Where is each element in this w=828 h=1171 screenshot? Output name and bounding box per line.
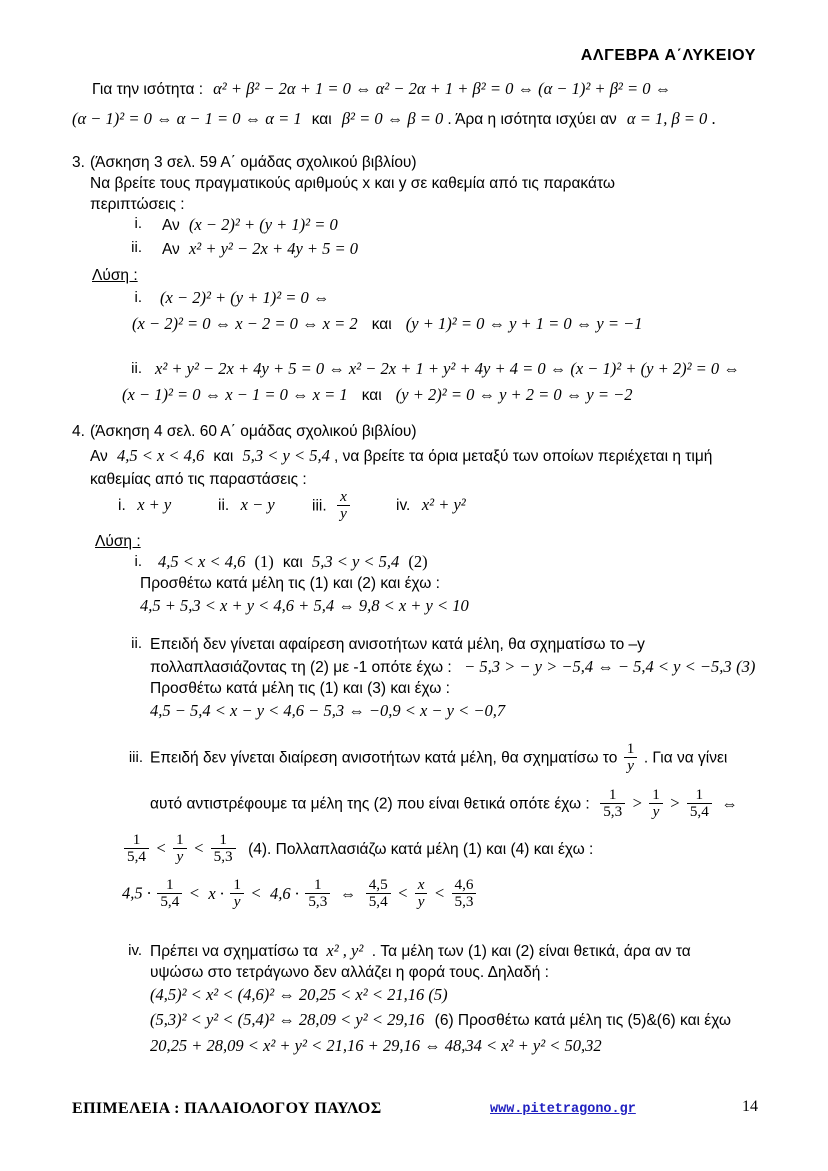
exercise-4-sol-iii-frac-1-den: y — [624, 757, 638, 774]
exercise-4-sol-i-math-b: 5,3 < y < 5,4 — [311, 552, 400, 571]
exercise-4-expr-marker-iii: iii. — [312, 497, 327, 515]
exercise-4-expr-marker-iv: iv. — [396, 497, 411, 514]
exercise-4-sol-iii-l3-frac-2-num: 1 — [176, 831, 184, 848]
exercise-4-sol-ii-line-1: Επειδή δεν γίνεται αφαίρεση ανισοτήτων κατά μέλη, θα σχηματίσω το –y — [150, 636, 645, 653]
exercise-4-sol-iii-frac-3-den: y — [649, 803, 663, 820]
exercise-4-sol-iv-math-1: x² , y² — [326, 941, 364, 960]
exercise-4-sol-iii-text-a: Επειδή δεν γίνεται διαίρεση ανισοτήτων κατά μέλη, θα σχηματίσω το — [150, 749, 618, 767]
exercise-4-sol-iv-line-1 — [150, 940, 691, 962]
exercise-4-expr-math-i: x + y — [137, 495, 172, 514]
exercise-3-item-i-prefix: Αν — [162, 217, 180, 234]
exercise-4-expr-marker-i: i. — [118, 497, 126, 514]
exercise-4-expr-frac-iii-num: x — [340, 488, 347, 505]
footer-author: ΕΠΙΜΕΛΕΙΑ : ΠΑΛΑΙΟΛΟΓΟΥ ΠΑΥΛΟΣ — [72, 1100, 382, 1117]
exercise-4-title: (Άσκηση 4 σελ. 60 Α΄ ομάδας σχολικού βιβλίου) — [90, 423, 417, 440]
exercise-4-expr-frac-iii — [337, 489, 350, 522]
exercise-4-sol-iv-text-c: (6) Προσθέτω κατά μέλη τις (5)&(6) και έχω — [434, 1012, 732, 1029]
exercise-4-sol-iii-l3-frac-2 — [173, 832, 187, 865]
exercise-4-sol-iii-frac-3 — [649, 787, 663, 820]
exercise-4-sol-iii-l3-frac-1 — [124, 832, 149, 865]
page-number: 14 — [742, 1098, 758, 1115]
exercise-4-statement-kai: και — [213, 448, 234, 465]
exercise-3-item-i-math: (x − 2)² + (y + 1)² = 0 — [188, 215, 338, 234]
exercise-4-sol-iii-l4-p2: x · — [208, 883, 224, 903]
exercise-4-sol-iii-line-3 — [122, 833, 593, 866]
exercise-4-sol-iii-line-4 — [122, 878, 478, 911]
exercise-4-sol-iii-op-1: > — [631, 793, 643, 813]
exercise-4-sol-iv-math-2: (5,3)² < y² < (5,4)² ⇔ 28,09 < y² < 29,16 — [150, 1010, 425, 1029]
exercise-4-sol-marker-iii: iii. — [128, 749, 143, 766]
exercise-4-sol-iii-l3-frac-1-den: 5,4 — [124, 848, 149, 865]
exercise-4-sol-ii-math: − 5,3 > − y > −5,4 ⇔ − 5,4 < y < −5,3 — [464, 657, 732, 676]
exercise-4-sol-iii-line-1 — [150, 742, 727, 775]
exercise-4-statement-rest: , να βρείτε τα όρια μεταξύ των οποίων περιέχεται η τιμή — [333, 448, 713, 465]
exercise-4-sol-marker-i: i. — [134, 553, 142, 570]
exercise-4-sol-iii-frac-3-num: 1 — [652, 786, 660, 803]
exercise-4-sol-iii-text-b: . Για να γίνει — [643, 749, 728, 767]
exercise-3-sol-i-kai: και — [371, 316, 392, 333]
exercise-4-sol-iii-l3-frac-3-num: 1 — [219, 831, 227, 848]
top-continuation-label: Για την ισότητα : — [92, 81, 204, 98]
top-continuation-kai-1: και — [311, 111, 332, 128]
exercise-4-sol-iii-l4-frac-1-den: 5,4 — [157, 893, 182, 910]
exercise-4-expression-i — [118, 494, 171, 516]
exercise-4-sol-iii-l3-frac-3 — [211, 832, 236, 865]
exercise-4-sol-iv-line-4 — [150, 1009, 731, 1031]
exercise-3-item-ii-prefix: Αν — [162, 241, 180, 258]
exercise-4-sol-iii-l3-op-1: < — [155, 838, 167, 858]
exercise-3-sol-ii-math-a: (x − 1)² = 0 ⇔ x − 1 = 0 ⇔ x = 1 — [122, 385, 348, 404]
top-continuation-period: . — [711, 109, 716, 128]
exercise-4-sol-i-line-3: 4,5 + 5,3 < x + y < 4,6 + 5,4 ⇔ 9,8 < x + y < 10 — [140, 596, 469, 615]
exercise-3-item-marker-ii: ii. — [131, 239, 142, 256]
exercise-3-title: (Άσκηση 3 σελ. 59 Α΄ ομάδας σχολικού βιβλίου) — [90, 154, 417, 171]
exercise-4-sol-iii-l4-op-5: < — [433, 883, 446, 903]
exercise-4-sol-iii-l4-frac-6-den: 5,3 — [452, 893, 477, 910]
exercise-4-sol-iii-l4-frac-5 — [415, 877, 428, 910]
exercise-4-sol-i-kai: και — [282, 554, 303, 571]
exercise-4-expr-marker-ii: ii. — [218, 497, 230, 514]
exercise-4-sol-i-tag-1: (1) — [254, 552, 274, 571]
exercise-4-statement-line-2: καθεμίας από τις παραστάσεις : — [90, 471, 307, 488]
exercise-4-sol-iii-frac-4-num: 1 — [695, 786, 704, 803]
exercise-4-sol-iii-frac-2-num: 1 — [608, 786, 617, 803]
exercise-3-item-ii — [162, 238, 358, 260]
exercise-3-sol-i-math-a: (x − 2)² = 0 ⇔ x − 2 = 0 ⇔ x = 2 — [132, 314, 358, 333]
exercise-4-sol-iii-op-3: ⇔ — [721, 793, 738, 813]
top-continuation-text: . Άρα η ισότητα ισχύει αν — [447, 111, 617, 128]
exercise-4-sol-ii-line-4: 4,5 − 5,4 < x − y < 4,6 − 5,3 ⇔ −0,9 < x − y < −0,7 — [150, 701, 506, 720]
exercise-4-sol-iii-l3-frac-1-num: 1 — [132, 831, 141, 848]
top-continuation-line-2 — [72, 108, 716, 130]
exercise-4-statement-prefix: Αν — [90, 448, 108, 465]
exercise-4-sol-iii-frac-1-num: 1 — [626, 740, 635, 757]
exercise-4-statement-math-2: 5,3 < y < 5,4 — [242, 446, 330, 465]
exercise-4-sol-iii-line-2 — [150, 788, 738, 821]
exercise-4-statement-line-1 — [90, 445, 712, 467]
exercise-3-sol-i-line-2 — [132, 313, 643, 335]
exercise-4-sol-ii-line-3: Προσθέτω κατά μέλη τις (1) και (3) και έχω : — [150, 680, 450, 697]
exercise-4-solution-label: Λύση : — [95, 533, 141, 550]
exercise-4-sol-iii-l4-frac-4-num: 4,5 — [368, 876, 388, 893]
exercise-4-sol-iii-frac-1 — [624, 741, 638, 774]
top-continuation-math-2c: α = 1, β = 0 — [626, 109, 708, 128]
exercise-4-sol-iii-l4-op-2: < — [250, 883, 262, 903]
exercise-4-sol-iv-text-b: . Τα μέλη των (1) και (2) είναι θετικά, άρα αν τα — [371, 943, 691, 960]
exercise-4-sol-iv-line-2: υψώσω στο τετράγωνο δεν αλλάζει η φορά τους. Δηλαδή : — [150, 964, 549, 981]
exercise-3-item-i — [162, 214, 338, 236]
exercise-4-sol-iii-l4-frac-4-den: 5,4 — [366, 893, 391, 910]
exercise-4-sol-iii-l4-frac-3-num: 1 — [314, 876, 322, 893]
exercise-4-sol-iii-l4-frac-6-num: 4,6 — [454, 876, 474, 893]
exercise-4-sol-iv-text-a: Πρέπει να σχηματίσω τα — [150, 943, 318, 960]
exercise-3-sol-marker-ii: ii. — [131, 360, 142, 377]
exercise-4-sol-iii-text-c: αυτό αντιστρέφουμε τα μέλη της (2) που είναι θετικά οπότε έχω : — [150, 795, 590, 813]
footer-website-link[interactable]: www.pitetragono.gr — [490, 1102, 636, 1117]
exercise-4-sol-iii-l3-frac-2-den: y — [173, 848, 187, 865]
exercise-3-item-marker-i: i. — [134, 215, 142, 232]
exercise-4-sol-iii-l4-frac-5-num: x — [417, 876, 425, 893]
exercise-4-expr-math-iv: x² + y² — [421, 495, 466, 514]
exercise-4-sol-iii-frac-4-den: 5,4 — [687, 803, 712, 820]
top-continuation-math-1: α² + β² − 2α + 1 = 0 ⇔ α² − 2α + 1 + β² = 0 ⇔ (α − 1)² + β² = 0 ⇔ — [213, 79, 672, 98]
exercise-4-sol-iii-l4-frac-2-den: y — [230, 893, 244, 910]
top-continuation-math-2b: β² = 0 ⇔ β = 0 — [341, 109, 444, 128]
exercise-3-statement-1: Να βρείτε τους πραγματικούς αριθμούς x και y σε καθεμία από τις παρακάτω — [90, 175, 615, 192]
exercise-4-sol-iii-frac-2-den: 5,3 — [600, 803, 625, 820]
exercise-4-sol-iii-l4-p3: 4,6 · — [270, 883, 299, 903]
exercise-4-sol-iii-l4-frac-1-num: 1 — [166, 876, 174, 893]
exercise-4-sol-i-line-2: Προσθέτω κατά μέλη τις (1) και (2) και έχω : — [140, 575, 440, 592]
exercise-4-sol-i-tag-2: (2) — [408, 552, 428, 571]
exercise-4-sol-iv-line-5: 20,25 + 28,09 < x² + y² < 21,16 + 29,16 ⇔ 48,34 < x² + y² < 50,32 — [150, 1036, 602, 1055]
exercise-4-number: 4. — [72, 423, 85, 440]
exercise-4-sol-iii-l3-tail: (4). Πολλαπλασιάζω κατά μέλη (1) και (4) και έχω : — [248, 840, 594, 858]
exercise-4-sol-marker-iv: iv. — [128, 942, 142, 959]
exercise-4-sol-iii-frac-2 — [600, 787, 625, 820]
exercise-4-sol-iii-l4-op-1: < — [188, 883, 200, 903]
exercise-4-sol-iii-l4-frac-5-den: y — [415, 893, 428, 910]
exercise-3-item-ii-math: x² + y² − 2x + 4y + 5 = 0 — [188, 239, 359, 258]
exercise-3-sol-ii-line-2 — [122, 384, 633, 406]
top-continuation-math-2a: (α − 1)² = 0 ⇔ α − 1 = 0 ⇔ α = 1 — [72, 109, 302, 128]
exercise-3-sol-marker-i: i. — [134, 289, 142, 306]
exercise-4-sol-i-math-a: 4,5 < x < 4,6 — [158, 552, 246, 571]
exercise-4-sol-iii-frac-4 — [687, 787, 712, 820]
exercise-4-statement-math-1: 4,5 < x < 4,6 — [116, 446, 205, 465]
exercise-4-sol-iii-l4-frac-3-den: 5,3 — [305, 893, 330, 910]
exercise-4-sol-iii-l4-frac-2-num: 1 — [233, 876, 241, 893]
exercise-4-expr-frac-iii-den: y — [337, 505, 350, 522]
exercise-4-sol-marker-ii: ii. — [131, 635, 142, 652]
exercise-4-sol-iii-l4-frac-6 — [452, 877, 477, 910]
exercise-4-sol-iii-l4-p1: 4,5 · — [122, 883, 151, 903]
exercise-3-solution-label: Λύση : — [92, 267, 138, 284]
exercise-4-sol-iii-l4-frac-3 — [305, 877, 330, 910]
exercise-4-sol-iv-line-3: (4,5)² < x² < (4,6)² ⇔ 20,25 < x² < 21,16 (5) — [150, 985, 448, 1004]
exercise-3-sol-i-line-1: (x − 2)² + (y + 1)² = 0 ⇔ — [160, 288, 330, 307]
exercise-3-number: 3. — [72, 154, 85, 171]
exercise-4-sol-ii-text: πολλαπλασιάζοντας τη (2) με -1 οπότε έχω : — [150, 659, 452, 676]
exercise-4-expression-iii — [312, 490, 352, 523]
exercise-3-sol-ii-math-b: (y + 2)² = 0 ⇔ y + 2 = 0 ⇔ y = −2 — [395, 385, 633, 404]
exercise-4-sol-i-line-1 — [158, 551, 428, 573]
top-continuation-line-1 — [92, 78, 671, 100]
exercise-4-sol-iii-l4-op-4: < — [397, 883, 409, 903]
exercise-4-sol-iii-l4-frac-1 — [157, 877, 182, 910]
exercise-4-sol-iii-op-2: > — [669, 793, 681, 813]
exercise-4-expr-math-ii: x − y — [240, 495, 275, 514]
exercise-4-expression-ii — [218, 494, 275, 516]
exercise-4-sol-ii-tag: (3) — [736, 657, 756, 676]
page-title: ΑΛΓΕΒΡΑ Α΄ΛΥΚΕΙΟΥ — [580, 47, 756, 64]
exercise-4-sol-iii-l4-frac-4 — [366, 877, 391, 910]
exercise-4-sol-iii-l3-frac-3-den: 5,3 — [211, 848, 236, 865]
exercise-4-sol-ii-line-2 — [150, 656, 755, 678]
exercise-3-sol-ii-line-1: x² + y² − 2x + 4y + 5 = 0 ⇔ x² − 2x + 1 + y² + 4y + 4 = 0 ⇔ (x − 1)² + (y + 2)² = 0 ⇔ — [155, 359, 740, 378]
exercise-4-sol-iii-l3-op-2: < — [193, 838, 205, 858]
exercise-4-expression-iv — [396, 494, 466, 516]
exercise-4-sol-iii-l4-op-3: ⇔ — [339, 883, 357, 903]
exercise-4-sol-iii-l4-frac-2 — [230, 877, 244, 910]
exercise-3-statement-2: περιπτώσεις : — [90, 196, 185, 213]
exercise-3-sol-i-math-b: (y + 1)² = 0 ⇔ y + 1 = 0 ⇔ y = −1 — [405, 314, 643, 333]
exercise-3-sol-ii-kai: και — [361, 387, 382, 404]
